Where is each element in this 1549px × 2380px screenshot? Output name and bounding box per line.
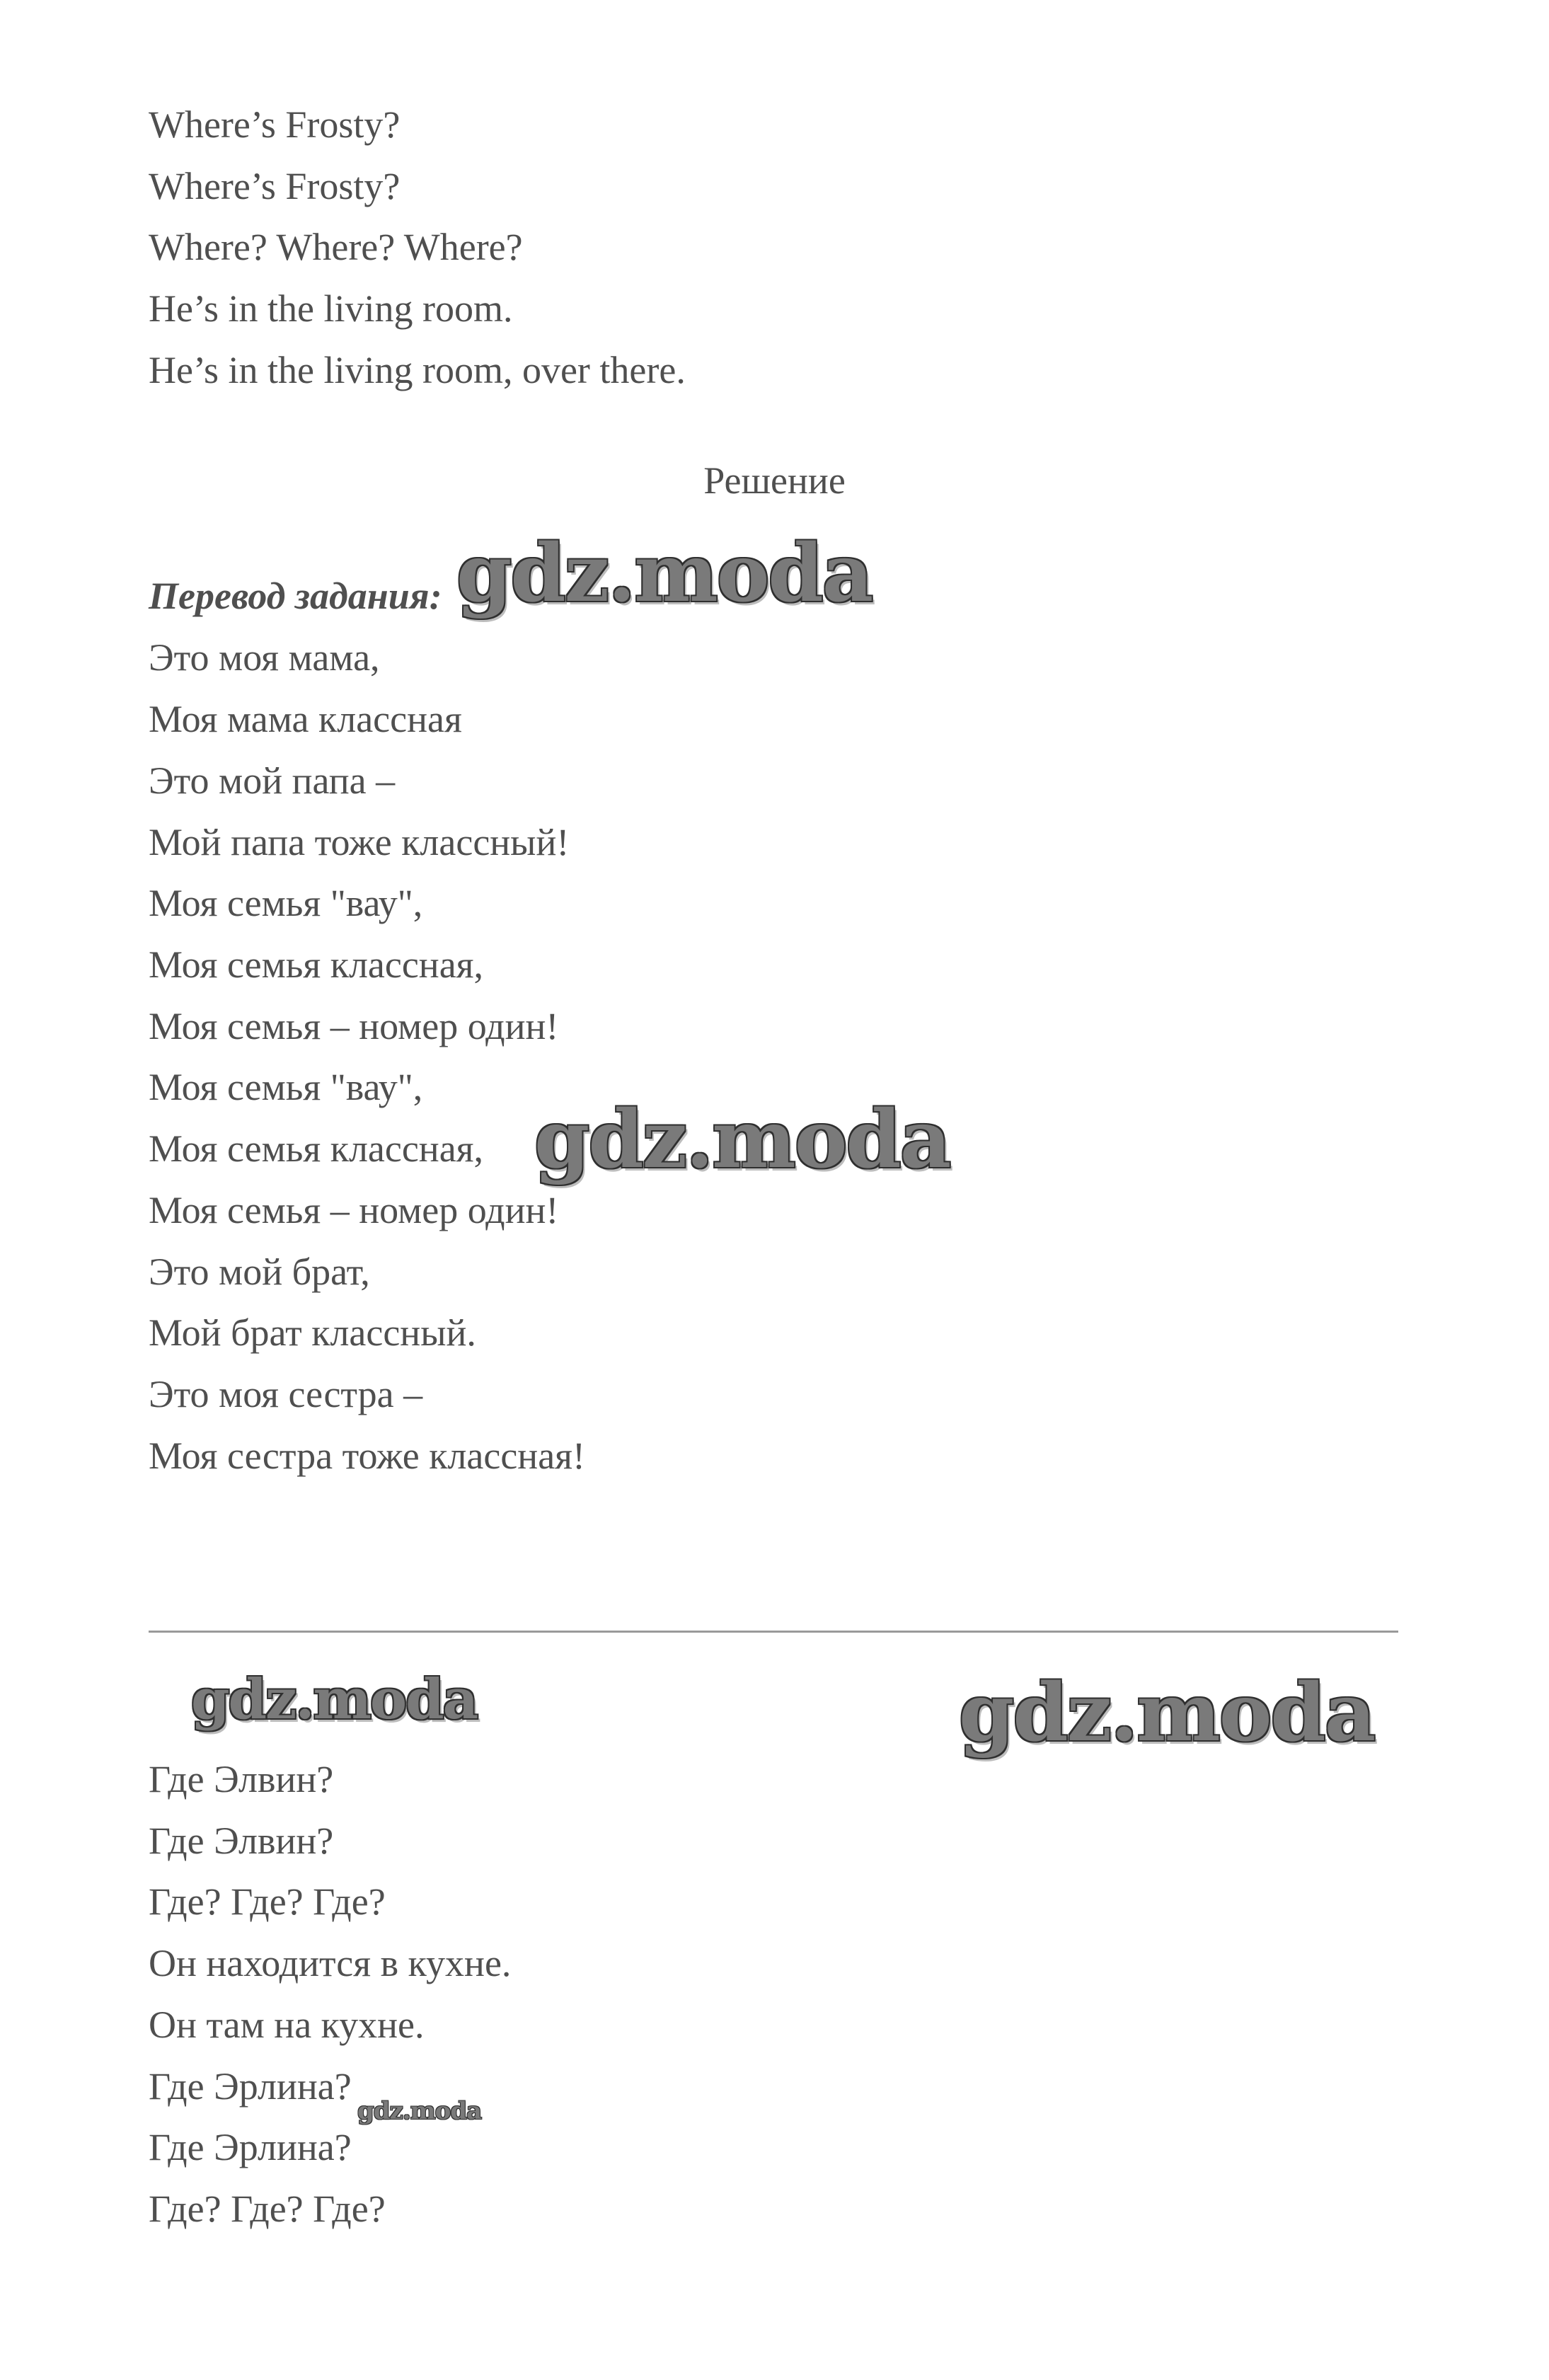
translation-line-1: Это моя мама, <box>149 636 380 679</box>
translation-line-7: Моя семья – номер один! <box>149 1005 559 1047</box>
watermark-logo: gdz.moda <box>357 2097 482 2125</box>
second-line-4: Он находится в кухне. <box>149 1942 512 1984</box>
watermark-logo: gdz.moda <box>191 1667 478 1732</box>
english-line-2: Where’s Frosty? <box>149 165 401 207</box>
second-line-1: Где Элвин? <box>149 1758 334 1800</box>
section-divider <box>149 1631 1398 1633</box>
watermark-logo: gdz.moda <box>534 1093 950 1186</box>
english-line-5: He’s in the living room, over there. <box>149 349 686 391</box>
second-line-6: Где Эрлина? <box>149 2065 352 2108</box>
translation-line-10: Моя семья – номер один! <box>149 1189 559 1231</box>
second-line-7: Где Эрлина? <box>149 2126 352 2168</box>
translation-line-11: Это мой брат, <box>149 1251 370 1293</box>
translation-line-13: Это моя сестра – <box>149 1373 423 1415</box>
second-line-2: Где Элвин? <box>149 1820 334 1862</box>
translation-line-2: Моя мама классная <box>149 698 462 740</box>
watermark-logo: gdz.moda <box>456 527 873 620</box>
translation-heading: Перевод задания: <box>149 575 442 617</box>
second-line-5: Он там на кухне. <box>149 2004 425 2046</box>
solution-heading: Решение <box>703 459 846 502</box>
english-line-3: Where? Where? Where? <box>149 226 523 268</box>
second-line-8: Где? Где? Где? <box>149 2188 386 2230</box>
translation-line-4: Мой папа тоже классный! <box>149 821 570 863</box>
translation-line-5: Моя семья "вау", <box>149 882 423 924</box>
translation-line-9: Моя семья классная, <box>149 1127 484 1170</box>
translation-line-14: Моя сестра тоже классная! <box>149 1435 585 1477</box>
watermark-logo: gdz.moda <box>959 1667 1375 1759</box>
translation-line-8: Моя семья "вау", <box>149 1066 423 1108</box>
translation-line-3: Это мой папа – <box>149 759 396 802</box>
english-line-1: Where’s Frosty? <box>149 103 401 146</box>
english-line-4: He’s in the living room. <box>149 287 513 330</box>
translation-line-6: Моя семья классная, <box>149 943 484 986</box>
translation-line-12: Мой брат классный. <box>149 1311 476 1354</box>
second-line-3: Где? Где? Где? <box>149 1880 386 1923</box>
